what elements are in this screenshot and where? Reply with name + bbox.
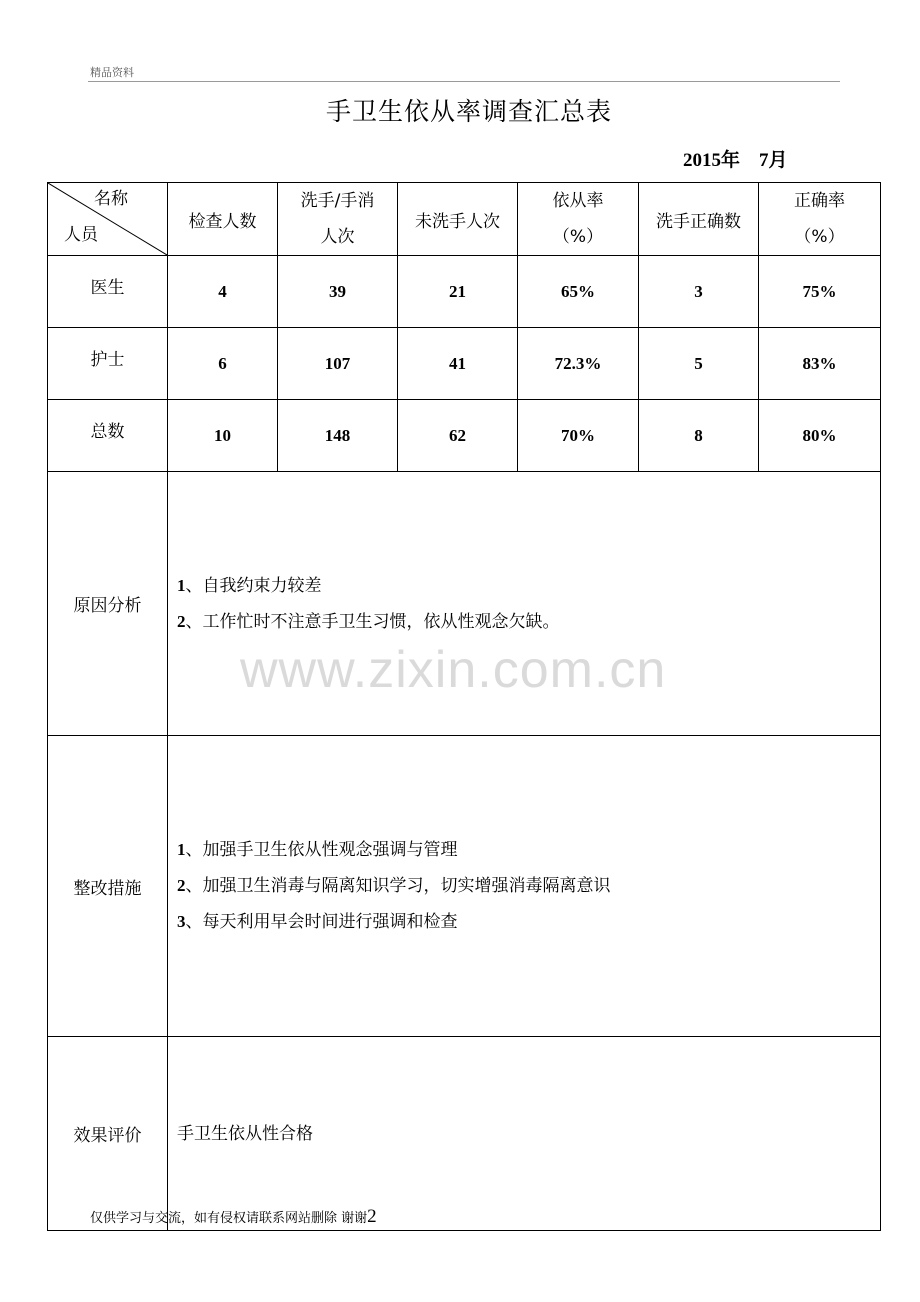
evaluation-text: 手卫生依从性合格 xyxy=(177,1123,313,1144)
table-cell: 148 xyxy=(278,400,398,472)
date-month: 7月 xyxy=(759,150,788,171)
header-note: 精品资料 xyxy=(90,66,134,79)
analysis-label: 原因分析 xyxy=(48,472,168,736)
table-cell: 83% xyxy=(759,328,881,400)
table-cell: 72.3% xyxy=(518,328,639,400)
rectification-item: 1、加强手卫生依从性观念强调与管理 xyxy=(177,840,458,860)
report-date xyxy=(683,145,788,172)
table-header-row xyxy=(48,183,881,256)
col-header-unwashed: 未洗手人次 xyxy=(398,183,518,256)
rectification-item: 3、每天利用早会时间进行强调和检查 xyxy=(177,912,458,932)
table-cell: 5 xyxy=(639,328,759,400)
page-title: 手卫生依从率调查汇总表 xyxy=(325,97,612,126)
analysis-item: 2、工作忙时不注意手卫生习惯，依从性观念欠缺。 xyxy=(177,611,560,632)
row-label: 医生 xyxy=(48,256,168,328)
col-header-correct-rate: 正确率 （%） xyxy=(759,183,881,256)
table-cell: 80% xyxy=(759,400,881,472)
table-cell: 6 xyxy=(168,328,278,400)
table-cell: 21 xyxy=(398,256,518,328)
table-cell: 70% xyxy=(518,400,639,472)
col-header-correct-count: 洗手正确数 xyxy=(639,183,759,256)
col-header-wash-count: 洗手/手消 人次 xyxy=(278,183,398,256)
table-cell: 8 xyxy=(639,400,759,472)
evaluation-row xyxy=(48,1037,881,1231)
evaluation-label: 效果评价 xyxy=(48,1037,168,1231)
page-number: 2 xyxy=(367,1206,377,1227)
table-cell: 39 xyxy=(278,256,398,328)
rectification-row xyxy=(48,736,881,1037)
date-year: 2015年 xyxy=(683,150,741,171)
table-cell: 62 xyxy=(398,400,518,472)
analysis-item: 1、自我约束力较差 xyxy=(177,575,322,596)
summary-table xyxy=(47,182,881,1231)
rectification-item: 2、加强卫生消毒与隔离知识学习，切实增强消毒隔离意识 xyxy=(177,876,611,896)
row-label: 总数 xyxy=(48,400,168,472)
diag-bottom-label: 人员 xyxy=(64,225,98,245)
watermark: www.zixin.com.cn xyxy=(240,641,667,699)
rectification-label: 整改措施 xyxy=(48,736,168,1037)
table-row xyxy=(48,328,881,400)
table-cell: 10 xyxy=(168,400,278,472)
table-row xyxy=(48,400,881,472)
table-row xyxy=(48,256,881,328)
footer-text: 仅供学习与交流，如有侵权请联系网站删除 谢谢 xyxy=(90,1211,368,1226)
table-cell: 41 xyxy=(398,328,518,400)
diagonal-header-cell xyxy=(48,183,168,256)
col-header-check-count: 检查人数 xyxy=(168,183,278,256)
diag-top-label: 名称 xyxy=(94,189,128,209)
table-cell: 75% xyxy=(759,256,881,328)
footer xyxy=(90,1206,377,1228)
col-header-compliance: 依从率 （%） xyxy=(518,183,639,256)
table-cell: 107 xyxy=(278,328,398,400)
row-label: 护士 xyxy=(48,328,168,400)
evaluation-content xyxy=(168,1037,881,1231)
table-cell: 65% xyxy=(518,256,639,328)
rectification-content xyxy=(168,736,881,1037)
table-cell: 3 xyxy=(639,256,759,328)
table-cell: 4 xyxy=(168,256,278,328)
header-rule xyxy=(88,81,840,82)
